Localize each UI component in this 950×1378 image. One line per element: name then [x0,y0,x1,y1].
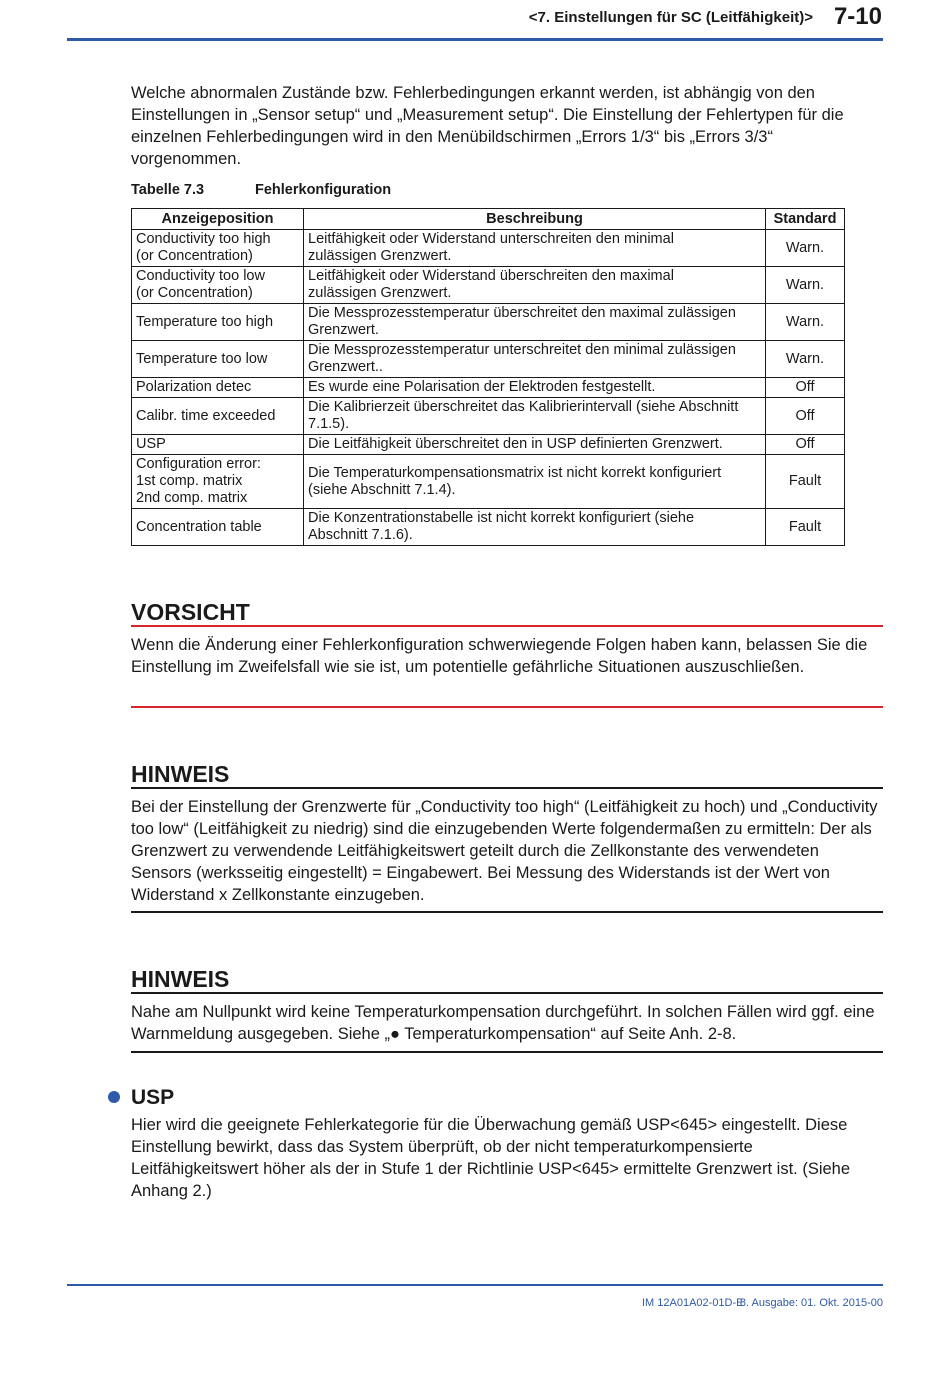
usp-title: USP [131,1086,175,1109]
note1-title: HINWEIS [131,761,230,787]
cell-default: Fault [766,455,845,509]
table-title: Fehlerkonfiguration [255,182,392,198]
usp-text: Hier wird die geeignete Fehlerkategorie für die Überwachung gemäß USP<645> eingestellt. Diese Einstellung bewirkt, dass das System überprüft, ob der nicht temperaturkompensierte Leitfähigkeitswert höher als der in Stufe 1 der Richtlinie USP<645> ermittelte Grenzwert ist. (Siehe Anhang 2.) [131,1116,851,1200]
table-row [132,304,845,341]
note2-rule-bottom [131,1051,883,1053]
cell-description: Leitfähigkeit oder Widerstand überschreiten den maximal zulässigen Grenzwert. [304,267,766,304]
error-config-table [131,208,845,546]
note1-rule-bottom [131,911,883,913]
cell-default: Off [766,398,845,435]
cell-position: Concentration table [132,509,304,546]
doc-id: IM 12A01A02-01D-E [642,1297,744,1309]
footer-rule [67,1284,883,1286]
cell-description: Die Konzentrationstabelle ist nicht korrekt konfiguriert (siehe Abschnitt 7.1.6). [304,509,766,546]
cell-description: Leitfähigkeit oder Widerstand unterschreiten den minimal zulässigen Grenzwert. [304,230,766,267]
cell-position: Conductivity too high (or Concentration) [132,230,304,267]
note1-rule-top [131,787,883,789]
cell-position: Polarization detec [132,378,304,398]
cell-position: Temperature too low [132,341,304,378]
chapter-title: <7. Einstellungen für SC (Leitfähigkeit)> [528,9,813,26]
cell-default: Warn. [766,341,845,378]
cell-description: Die Messprozesstemperatur überschreitet den maximal zulässigen Grenzwert. [304,304,766,341]
cell-default: Warn. [766,267,845,304]
table-row [132,341,845,378]
header-rule [67,38,883,41]
cell-position: Conductivity too low (or Concentration) [132,267,304,304]
note2-rule-top [131,992,883,994]
header-position: Anzeigeposition [132,209,304,230]
table-caption [131,182,391,198]
table-row [132,455,845,509]
table-row [132,267,845,304]
table-header-row [132,209,845,230]
cell-description: Es wurde eine Polarisation der Elektroden festgestellt. [304,378,766,398]
cell-default: Warn. [766,230,845,267]
edition-date: 8. Ausgabe: 01. Okt. 2015-00 [739,1297,883,1309]
cell-description: Die Leitfähigkeit überschreitet den in USP definierten Grenzwert. [304,435,766,455]
cell-description: Die Kalibrierzeit überschreitet das Kalibrierintervall (siehe Abschnitt 7.1.5). [304,398,766,435]
table-row [132,435,845,455]
header-default: Standard [766,209,845,230]
cell-position: Configuration error: 1st comp. matrix 2nd comp. matrix [132,455,304,509]
table-row [132,398,845,435]
table-row [132,230,845,267]
cell-default: Off [766,435,845,455]
note2-text: Nahe am Nullpunkt wird keine Temperaturkompensation durchgeführt. In solchen Fällen wird ggf. eine Warnmeldung ausgegeben. Siehe „● Temperaturkompensation“ auf Seite Anh. 2-8. [131,1003,875,1043]
table-row [132,378,845,398]
cell-default: Warn. [766,304,845,341]
note2-title: HINWEIS [131,966,230,992]
cell-description: Die Temperaturkompensationsmatrix ist nicht korrekt konfiguriert (siehe Abschnitt 7.1.4). [304,455,766,509]
page-number: 7-10 [833,3,882,30]
table-number: Tabelle 7.3 [131,182,205,198]
header-description: Beschreibung [304,209,766,230]
caution-text: Wenn die Änderung einer Fehlerkonfiguration schwerwiegende Folgen haben kann, belassen Sie die Einstellung im Zweifelsfall wie sie ist, um potentielle gefährliche Situationen auszuschließen. [131,636,868,676]
intro-paragraph [131,82,883,170]
bullet-icon [108,1091,120,1103]
cell-default: Off [766,378,845,398]
caution-rule-bottom [131,706,883,708]
cell-position: USP [132,435,304,455]
cell-description: Die Messprozesstemperatur unterschreitet den minimal zulässigen Grenzwert.. [304,341,766,378]
cell-position: Temperature too high [132,304,304,341]
note1-text: Bei der Einstellung der Grenzwerte für „Conductivity too high“ (Leitfähigkeit zu hoch) und „Conductivity too low“ (Leitfähigkeit zu niedrig) sind die einzugebenden Werte folgendermaßen zu ermitteln: Der als Grenzwert zu verwendende Leitfähigkeitswert geteilt durch die Zellkonstante des verwendeten Sensors (werksseitig eingestellt) = Eingabewert. Bei Messung des Widerstands ist der Wert von Widerstand x Zellkonstante einzugeben. [131,798,878,904]
table-row [132,509,845,546]
intro-text: Welche abnormalen Zustände bzw. Fehlerbedingungen erkannt werden, ist abhängig von den Einstellungen in „Sensor setup“ und „Measurement setup“. Die Einstellung der Fehlertypen für die einzelnen Fehlerbedingungen wird in den Menübildschirmen „Errors 1/3“ bis „Errors 3/3“ vorgenommen. [131,84,844,168]
caution-rule-top [131,625,883,627]
cell-default: Fault [766,509,845,546]
cell-position: Calibr. time exceeded [132,398,304,435]
caution-title: VORSICHT [131,599,250,625]
